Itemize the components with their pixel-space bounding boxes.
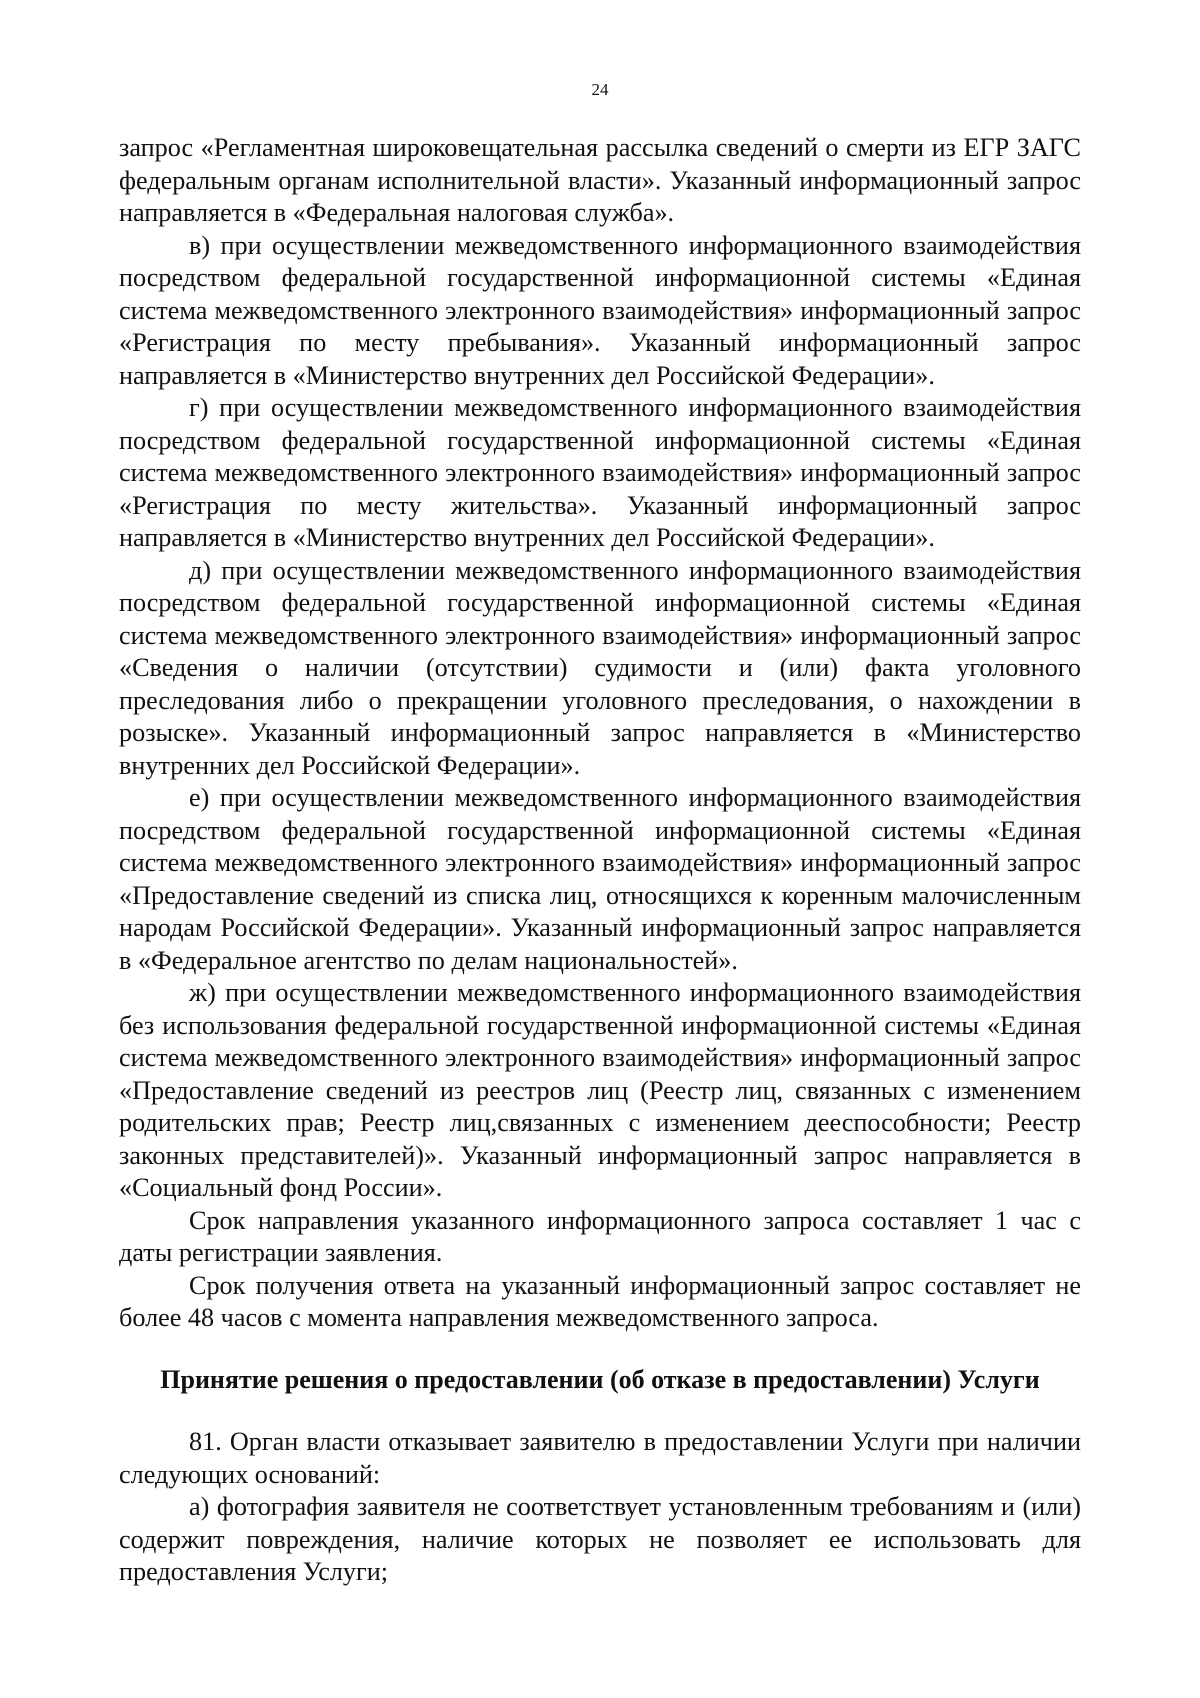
paragraph-request-deadline: Срок направления указанного информационного запроса составляет 1 час с даты регистрации заявления. — [119, 1205, 1081, 1267]
paragraph-81: 81. Орган власти отказывает заявителю в предоставлении Услуги при наличии следующих оснований: — [119, 1427, 1081, 1489]
document-body — [119, 132, 1081, 1589]
paragraph-response-deadline: Срок получения ответа на указанный информационный запрос составляет не более 48 часов с момента направления межведомственного запроса. — [119, 1270, 1081, 1332]
paragraph-81-a: а) фотография заявителя не соответствует установленным требованиям и (или) содержит повреждения, наличие которых не позволяет ее использовать для предоставления Услуги; — [119, 1492, 1081, 1586]
section-heading: Принятие решения о предоставлении (об отказе в предоставлении) Услуги — [160, 1364, 1040, 1394]
paragraph-item-g: г) при осуществлении межведомственного информационного взаимодействия посредством федеральной государственной информационной системы «Единая система межведомственного электронного взаимодействия» информационный запрос «Регистрация по месту жительства». Указанный информационный запрос направляется в «Министерство внутренних дел Российской Федерации». — [119, 393, 1081, 552]
paragraph-continuation: запрос «Регламентная широковещательная рассылка сведений о смерти из ЕГР ЗАГС федеральным органам исполнительной власти». Указанный информационный запрос направляется в «Федеральная налоговая служба». — [119, 133, 1081, 227]
paragraph-item-v: в) при осуществлении межведомственного информационного взаимодействия посредством федеральной государственной информационной системы «Единая система межведомственного электронного взаимодействия» информационный запрос «Регистрация по месту пребывания». Указанный информационный запрос направляется в «Министерство внутренних дел Российской Федерации». — [119, 230, 1081, 390]
paragraph-item-zh: ж) при осуществлении межведомственного информационного взаимодействия без использования федеральной государственной информационной системы «Единая система межведомственного электронного взаимодействия» информационный запрос «Предоставление сведений из реестров лиц (Реестр лиц, связанных с изменением родительских прав; Реестр лиц,связанных с изменением дееспособности; Реестр законных представителей)». Указанный информационный запрос направляется в «Социальный фонд России». — [119, 978, 1081, 1202]
page-number: 24 — [591, 80, 609, 99]
paragraph-item-e: е) при осуществлении межведомственного информационного взаимодействия посредством федеральной государственной информационной системы «Единая система межведомственного электронного взаимодействия» информационный запрос «Предоставление сведений из списка лиц, относящихся к коренным малочисленным народам Российской Федерации». Указанный информационный запрос направляется в «Федеральное агентство по делам национальностей». — [119, 783, 1081, 975]
paragraph-item-d: д) при осуществлении межведомственного информационного взаимодействия посредством федеральной государственной информационной системы «Единая система межведомственного электронного взаимодействия» информационный запрос «Сведения о наличии (отсутствии) судимости и (или) факта уголовного преследования либо о прекращении уголовного преследования, о нахождении в розыске». Указанный информационный запрос направляется в «Министерство внутренних дел Российской Федерации». — [119, 555, 1081, 780]
